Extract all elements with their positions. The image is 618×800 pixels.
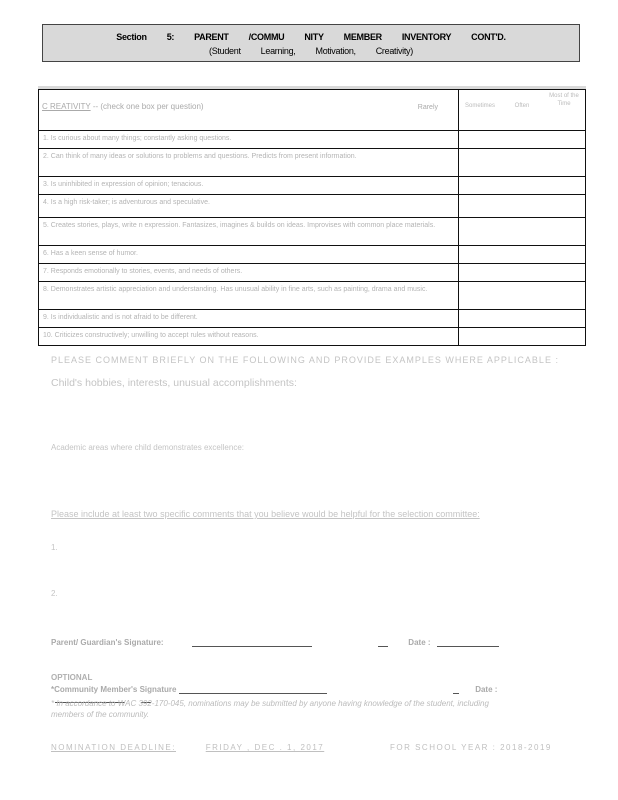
specific-comments-label: Please include at least two specific comments that you believe would be helpful for the selection committee: — [51, 509, 480, 519]
comment-number-1: 1. — [51, 543, 58, 552]
comment-number-2: 2. — [51, 589, 58, 598]
parent-signature-row — [51, 638, 499, 647]
header-title — [43, 32, 579, 42]
subtitle-word: (Student — [209, 46, 241, 56]
section-header — [42, 24, 580, 62]
answer-box-4[interactable] — [459, 195, 586, 218]
signature-line-end — [453, 693, 459, 694]
signature-line-end — [378, 646, 388, 647]
answer-box-2[interactable] — [459, 149, 586, 177]
header-word: Section — [116, 32, 147, 42]
table-row — [39, 131, 586, 149]
header-word: NITY — [304, 32, 324, 42]
answer-box-5[interactable] — [459, 218, 586, 246]
question-1: 1. Is curious about many things; constantly asking questions. — [39, 131, 459, 149]
table-row — [39, 149, 586, 177]
subtitle-word: Creativity) — [375, 46, 413, 56]
question-9: 9. Is individualistic and is not afraid to be different. — [39, 310, 459, 328]
header-word: 5: — [166, 32, 175, 42]
question-2: 2. Can think of many ideas or solutions to problems and questions. Predicts from present information. — [39, 149, 459, 177]
header-word: INVENTORY — [401, 32, 452, 42]
parent-signature-line[interactable] — [192, 646, 312, 647]
creativity-table — [38, 89, 586, 346]
subtitle-word: Motivation, — [315, 46, 356, 56]
question-5: 5. Creates stories, plays, write n expression. Fantasizes, imagines & builds on ideas. Improvises with common place materials. — [39, 218, 459, 246]
deadline-row — [51, 743, 571, 752]
answer-box-8[interactable] — [459, 282, 586, 310]
answer-box-1[interactable] — [459, 131, 586, 149]
community-signature-line[interactable] — [179, 693, 327, 694]
table-row — [39, 246, 586, 264]
table-row — [39, 328, 586, 346]
table-header-row — [39, 90, 586, 131]
question-8: 8. Demonstrates artistic appreciation and understanding. Has unusual ability in fine arts, such as painting, drama and music. — [39, 282, 459, 310]
parent-date-line[interactable] — [437, 646, 499, 647]
community-date-label: Date : — [475, 685, 498, 694]
subtitle-word: Learning, — [260, 46, 296, 56]
col-often: Often — [514, 103, 530, 109]
table-row — [39, 310, 586, 328]
question-10: 10. Criticizes constructively; unwilling to accept rules without reasons. — [39, 328, 459, 346]
answer-box-3[interactable] — [459, 177, 586, 195]
answer-box-10[interactable] — [459, 328, 586, 346]
table-row — [39, 195, 586, 218]
answer-box-9[interactable] — [459, 310, 586, 328]
table-row — [39, 282, 586, 310]
col-most: Most of the Time — [549, 93, 579, 107]
community-signature-label: *Community Member's Signature — [51, 685, 177, 694]
answer-box-7[interactable] — [459, 264, 586, 282]
wac-note: * In accordance to WAC 392-170-045, nominations may be submitted by anyone having knowledge of the student, including members of the community. — [51, 699, 489, 719]
question-6: 6. Has a keen sense of humor. — [39, 246, 459, 264]
table-heading — [39, 90, 459, 131]
table-row — [39, 177, 586, 195]
question-3: 3. Is uninhibited in expression of opinion; tenacious. — [39, 177, 459, 195]
header-word: /COMMU — [248, 32, 285, 42]
frequency-header — [459, 90, 586, 131]
hobbies-label: Child's hobbies, interests, unusual accomplishments: — [51, 377, 297, 389]
col-rarely: Rarely — [417, 104, 438, 111]
header-word: PARENT — [194, 32, 229, 42]
deadline-date: FRIDAY , DEC . 1, 2017 — [205, 743, 325, 752]
question-7: 7. Responds emotionally to stories, events, and needs of others. — [39, 264, 459, 282]
header-subtitle — [43, 46, 579, 56]
question-4: 4. Is a high risk-taker; is adventurous and speculative. — [39, 195, 459, 218]
instruction: -- (check one box per question) — [92, 102, 204, 111]
school-year: FOR SCHOOL YEAR : 2018-2019 — [389, 743, 552, 752]
col-sometimes: Sometimes — [464, 103, 495, 109]
academic-label: Academic areas where child demonstrates excellence: — [51, 443, 244, 452]
section-title: C REATIVITY — [42, 102, 91, 111]
comment-instructions: PLEASE COMMENT BRIEFLY ON THE FOLLOWING AND PROVIDE EXAMPLES WHERE APPLICABLE : — [51, 355, 559, 365]
table-row — [39, 218, 586, 246]
table-row — [39, 264, 586, 282]
deadline-label: NOMINATION DEADLINE: — [51, 743, 176, 752]
parent-signature-label: Parent/ Guardian's Signature: — [51, 638, 164, 647]
optional-label: OPTIONAL — [51, 673, 93, 682]
header-word: CONT'D. — [471, 32, 506, 42]
header-word: MEMBER — [343, 32, 382, 42]
answer-box-6[interactable] — [459, 246, 586, 264]
date-label: Date : — [408, 638, 431, 647]
